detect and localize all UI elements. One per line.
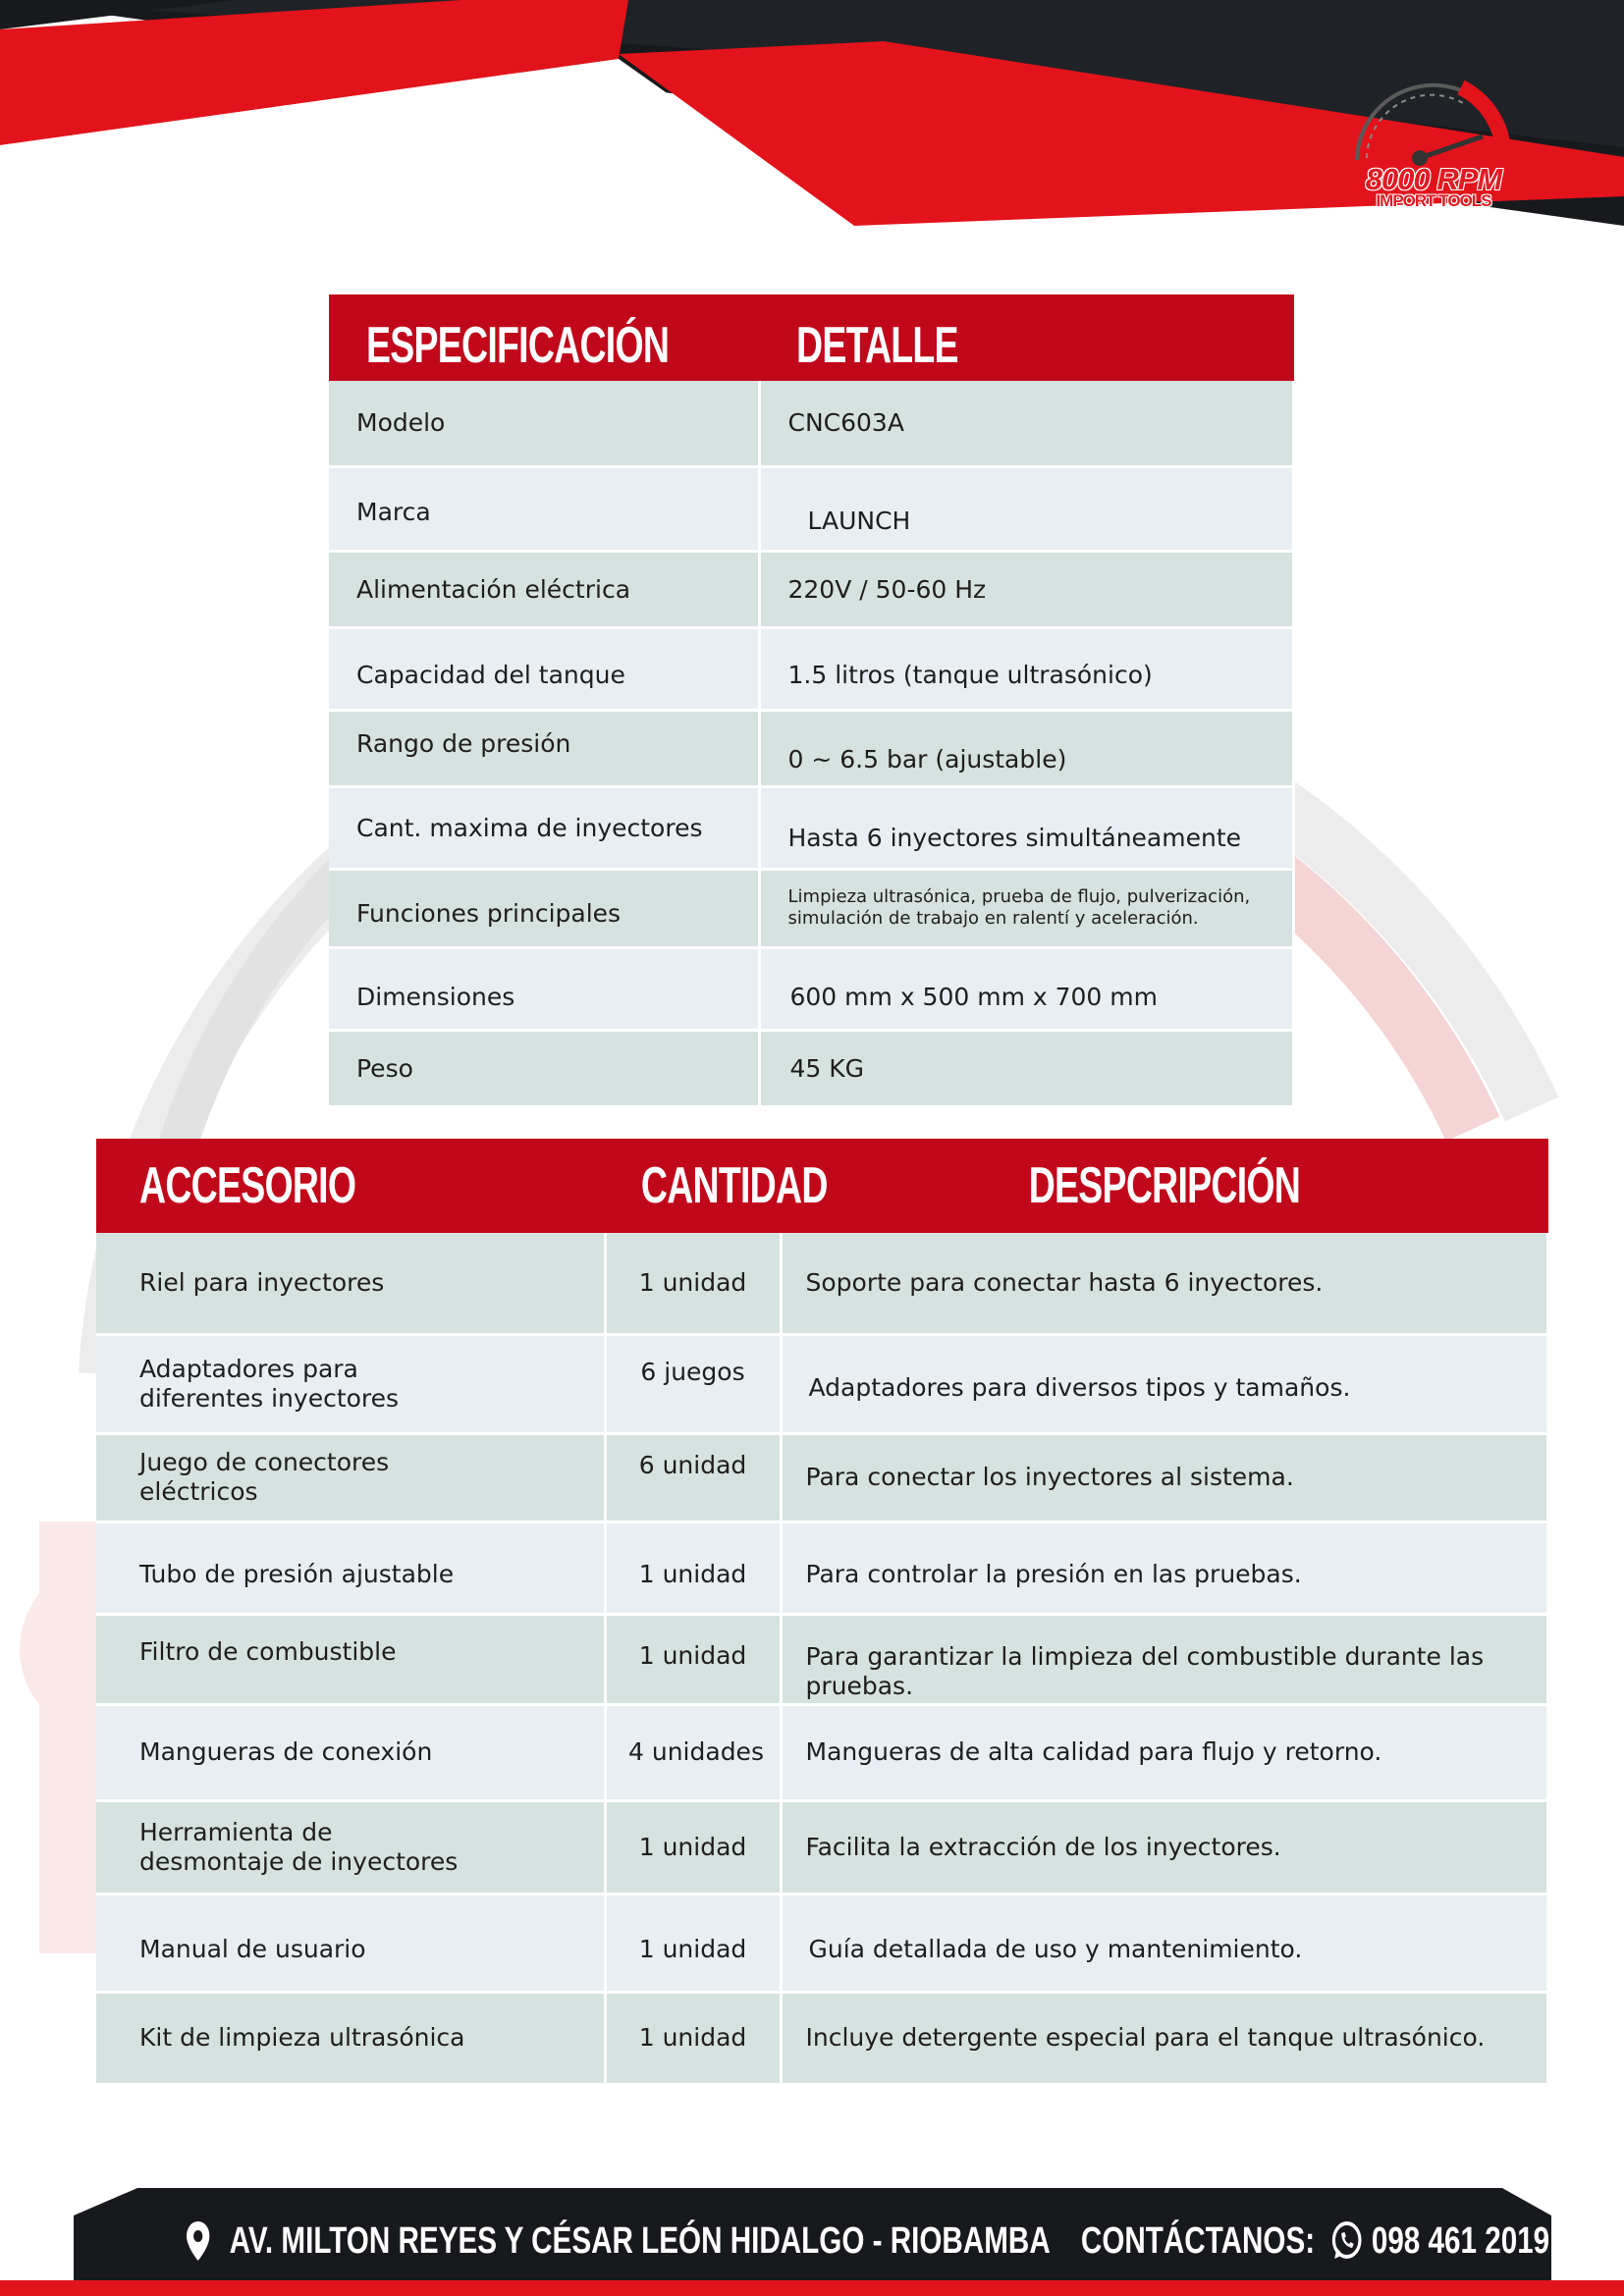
spec-value-multiline — [759, 869, 1294, 947]
table-row — [329, 786, 1294, 869]
accessory-qty: 1 unidad — [605, 1233, 781, 1334]
footer-contact — [187, 2212, 1550, 2270]
spec-value: CNC603A — [759, 381, 1294, 466]
accessory-name-line: diferentes inyectores — [139, 1383, 400, 1413]
accessory-qty: 1 unidad — [605, 1614, 781, 1704]
accessory-name-line: desmontaje de inyectores — [139, 1846, 459, 1876]
table-row — [96, 1522, 1548, 1614]
accessory-qty: 6 juegos — [605, 1334, 781, 1433]
table-row — [96, 1614, 1548, 1704]
whatsapp-icon — [1330, 2219, 1364, 2263]
spec-table-header — [329, 294, 1294, 381]
table-row — [329, 381, 1294, 466]
table-row — [96, 1894, 1548, 1992]
accessory-desc: Mangueras de alta calidad para flujo y retorno. — [781, 1704, 1548, 1800]
accessory-qty: 6 unidad — [605, 1433, 781, 1522]
spec-label: Rango de presión — [329, 710, 759, 786]
spec-label: Cant. maxima de inyectores — [329, 786, 759, 869]
accessory-name: Filtro de combustible — [96, 1614, 605, 1704]
table-row — [96, 1433, 1548, 1522]
spec-label: Modelo — [329, 381, 759, 466]
spec-value: 220V / 50-60 Hz — [759, 551, 1294, 627]
accessory-name-line: Juego de conectores — [139, 1448, 390, 1476]
spec-header-detail: DETALLE — [759, 294, 1294, 381]
spec-table — [329, 294, 1295, 1108]
spec-value-line: simulación de trabajo en ralentí y aceleración. — [787, 908, 1199, 929]
spec-label: Marca — [329, 466, 759, 551]
spec-value: LAUNCH — [759, 466, 1294, 551]
table-row — [329, 947, 1294, 1030]
accessory-desc: Guía detallada de uso y mantenimiento. — [781, 1894, 1548, 1992]
acc-header-description: DESPCRIPCIÓN — [781, 1139, 1548, 1233]
accessory-name-multiline — [96, 1334, 605, 1433]
spec-label: Peso — [329, 1030, 759, 1106]
spec-value: 45 KG — [759, 1030, 1294, 1106]
table-row — [329, 1030, 1294, 1106]
table-row — [329, 710, 1294, 786]
accessory-name-line: Adaptadores para — [139, 1354, 358, 1383]
footer-phone-link[interactable]: 098 461 2019 — [1371, 2219, 1550, 2262]
spec-label: Capacidad del tanque — [329, 627, 759, 710]
footer-contact-label: CONTÁCTANOS: — [1080, 2219, 1316, 2262]
accessory-desc: Para garantizar la limpieza del combustible durante las pruebas. — [781, 1614, 1548, 1704]
acc-header-quantity: CANTIDAD — [605, 1139, 781, 1233]
accessories-table-header — [96, 1139, 1548, 1233]
accessory-name-line: Herramienta de — [139, 1817, 333, 1846]
logo-subtitle: IMPORT TOOLS — [1376, 191, 1491, 210]
brand-logo — [1345, 74, 1522, 221]
acc-header-accessory: ACCESORIO — [96, 1139, 605, 1233]
accessory-desc: Soporte para conectar hasta 6 inyectores. — [781, 1233, 1548, 1334]
table-row — [329, 551, 1294, 627]
accessory-qty: 1 unidad — [605, 1522, 781, 1614]
accessory-name-multiline — [96, 1433, 605, 1522]
table-row — [329, 627, 1294, 710]
table-row — [96, 1334, 1548, 1433]
table-row — [96, 1704, 1548, 1800]
accessory-desc: Facilita la extracción de los inyectores. — [781, 1800, 1548, 1894]
spec-value: Hasta 6 inyectores simultáneamente — [759, 786, 1294, 869]
accessory-name: Manual de usuario — [96, 1894, 605, 1992]
spec-label: Alimentación eléctrica — [329, 551, 759, 627]
accessory-qty: 1 unidad — [605, 1992, 781, 2084]
accessory-desc: Incluye detergente especial para el tanque ultrasónico. — [781, 1992, 1548, 2084]
location-pin-icon — [187, 2221, 209, 2261]
accessory-name: Mangueras de conexión — [96, 1704, 605, 1800]
accessories-table — [96, 1139, 1549, 2086]
spec-value: 600 mm x 500 mm x 700 mm — [759, 947, 1294, 1030]
accessory-name-multiline — [96, 1800, 605, 1894]
spec-value: 1.5 litros (tanque ultrasónico) — [759, 627, 1294, 710]
table-row — [96, 1800, 1548, 1894]
table-row — [329, 466, 1294, 551]
accessory-qty: 4 unidades — [605, 1704, 781, 1800]
spec-header-spec: ESPECIFICACIÓN — [329, 294, 759, 381]
table-row — [329, 869, 1294, 947]
accessory-desc: Para conectar los inyectores al sistema. — [781, 1433, 1548, 1522]
footer-address: AV. MILTON REYES Y CÉSAR LEÓN HIDALGO - RIOBAMBA — [229, 2219, 1051, 2262]
table-row — [96, 1992, 1548, 2084]
speedometer-icon — [1345, 74, 1522, 172]
accessory-desc: Adaptadores para diversos tipos y tamaños. — [781, 1334, 1548, 1433]
accessory-qty: 1 unidad — [605, 1800, 781, 1894]
accessory-name: Tubo de presión ajustable — [96, 1522, 605, 1614]
accessory-name: Kit de limpieza ultrasónica — [96, 1992, 605, 2084]
accessory-desc: Para controlar la presión en las pruebas. — [781, 1522, 1548, 1614]
spec-value-line: Limpieza ultrasónica, prueba de flujo, pulverización, — [787, 886, 1251, 907]
spec-value: 0 ~ 6.5 bar (ajustable) — [759, 710, 1294, 786]
spec-label: Dimensiones — [329, 947, 759, 1030]
accessory-name: Riel para inyectores — [96, 1233, 605, 1334]
spec-label: Funciones principales — [329, 869, 759, 947]
accessory-name-line: eléctricos — [139, 1477, 258, 1506]
logo-title: 8000 RPM — [1365, 162, 1502, 196]
accessory-qty: 1 unidad — [605, 1894, 781, 1992]
table-row — [96, 1233, 1548, 1334]
